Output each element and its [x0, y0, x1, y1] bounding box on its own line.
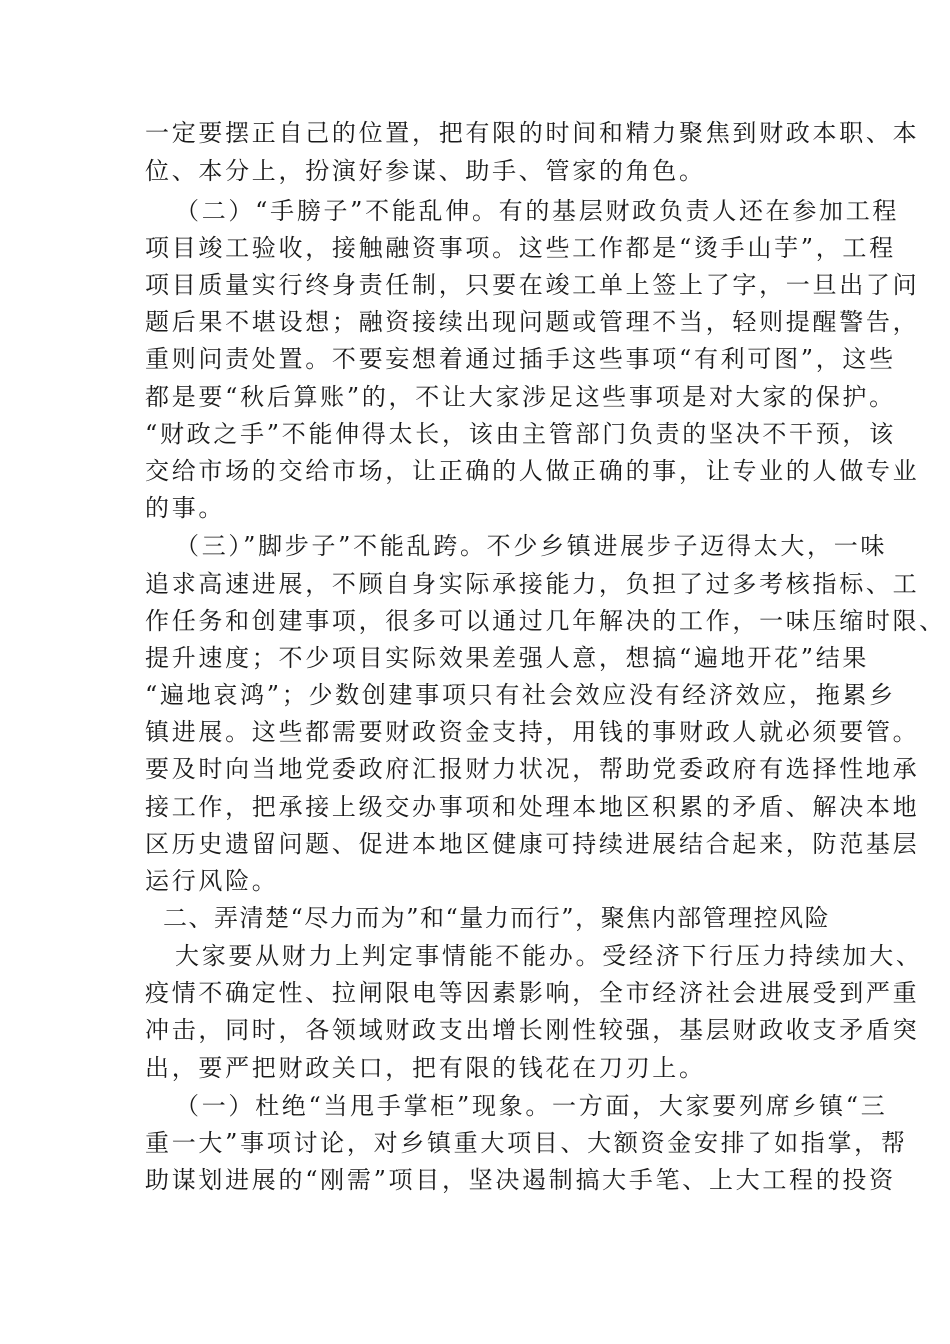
- text-line: 一定要摆正自己的位置，把有限的时间和精力聚焦到财政本职、本: [145, 119, 920, 147]
- text-line: 大家要从财力上判定事情能不能办。受经济下行压力持续加大、: [175, 942, 923, 970]
- text-line: 区历史遗留问题、促进本地区健康可持续进展结合起来，防范基层: [145, 830, 920, 858]
- text-line: 都是要“秋后算账”的，不让大家涉足这些事项是对大家的保护。: [145, 383, 896, 411]
- text-line: 出，要严把财政关口，把有限的钱花在刀刃上。: [145, 1054, 706, 1082]
- text-line: 镇进展。这些都需要财政资金支持，用钱的事财政人就必须要管。: [145, 718, 920, 746]
- text-line: 接工作，把承接上级交办事项和处理本地区积累的矛盾、解决本地: [145, 793, 920, 821]
- text-line: 重则问责处置。不要妄想着通过插手这些事项“有利可图”，这些: [145, 345, 896, 373]
- text-line: 运行风险。: [145, 867, 279, 895]
- text-line: 项目质量实行终身责任制，只要在竣工单上签上了字，一旦出了问: [145, 271, 920, 299]
- text-line: （二）“手膀子”不能乱伸。有的基层财政负责人还在参加工程: [175, 197, 900, 225]
- text-line: （一）杜绝“当甩手掌柜”现象。一方面，大家要列席乡镇“三: [175, 1092, 888, 1120]
- text-line: 助谋划进展的“刚需”项目，坚决遏制搞大手笔、上大工程的投资: [145, 1166, 896, 1194]
- text-line: 题后果不堪设想；融资接续出现问题或管理不当，轻则提醒警告，: [145, 308, 920, 336]
- text-line: 重一大”事项讨论，对乡镇重大项目、大额资金安排了如指掌，帮: [145, 1129, 908, 1157]
- text-line: “遍地哀鸿”；少数创建事项只有社会效应没有经济效应，拖累乡: [145, 681, 896, 709]
- text-line: 要及时向当地党委政府汇报财力状况，帮助党委政府有选择性地承: [145, 755, 920, 783]
- section-heading: 二、弄清楚“尽力而为”和“量力而行”，聚焦内部管理控风险: [163, 904, 831, 932]
- text-line: 疫情不确定性、拉闸限电等因素影响，全市经济社会进展受到严重: [145, 979, 920, 1007]
- text-line: 项目竣工验收，接触融资事项。这些工作都是“烫手山芋”，工程: [145, 234, 896, 262]
- text-line: 冲击，同时，各领域财政支出增长刚性较强，基层财政收支矛盾突: [145, 1016, 920, 1044]
- text-line: 追求高速进展，不顾自身实际承接能力，负担了过多考核指标、工: [145, 570, 920, 598]
- text-line: 的事。: [145, 494, 226, 522]
- text-line: （三）”脚步子”不能乱跨。不少乡镇进展步子迈得太大，一味: [175, 532, 888, 560]
- text-line: 作任务和创建事项，很多可以通过几年解决的工作，一味压缩时限、: [145, 607, 946, 635]
- text-line: 提升速度；不少项目实际效果差强人意，想搞“遍地开花”结果: [145, 644, 870, 672]
- text-line: 位、本分上，扮演好参谋、助手、管家的角色。: [145, 157, 706, 185]
- text-line: 交给市场的交给市场，让正确的人做正确的事，让专业的人做专业: [145, 457, 920, 485]
- text-line: “财政之手”不能伸得太长，该由主管部门负责的坚决不干预，该: [145, 420, 896, 448]
